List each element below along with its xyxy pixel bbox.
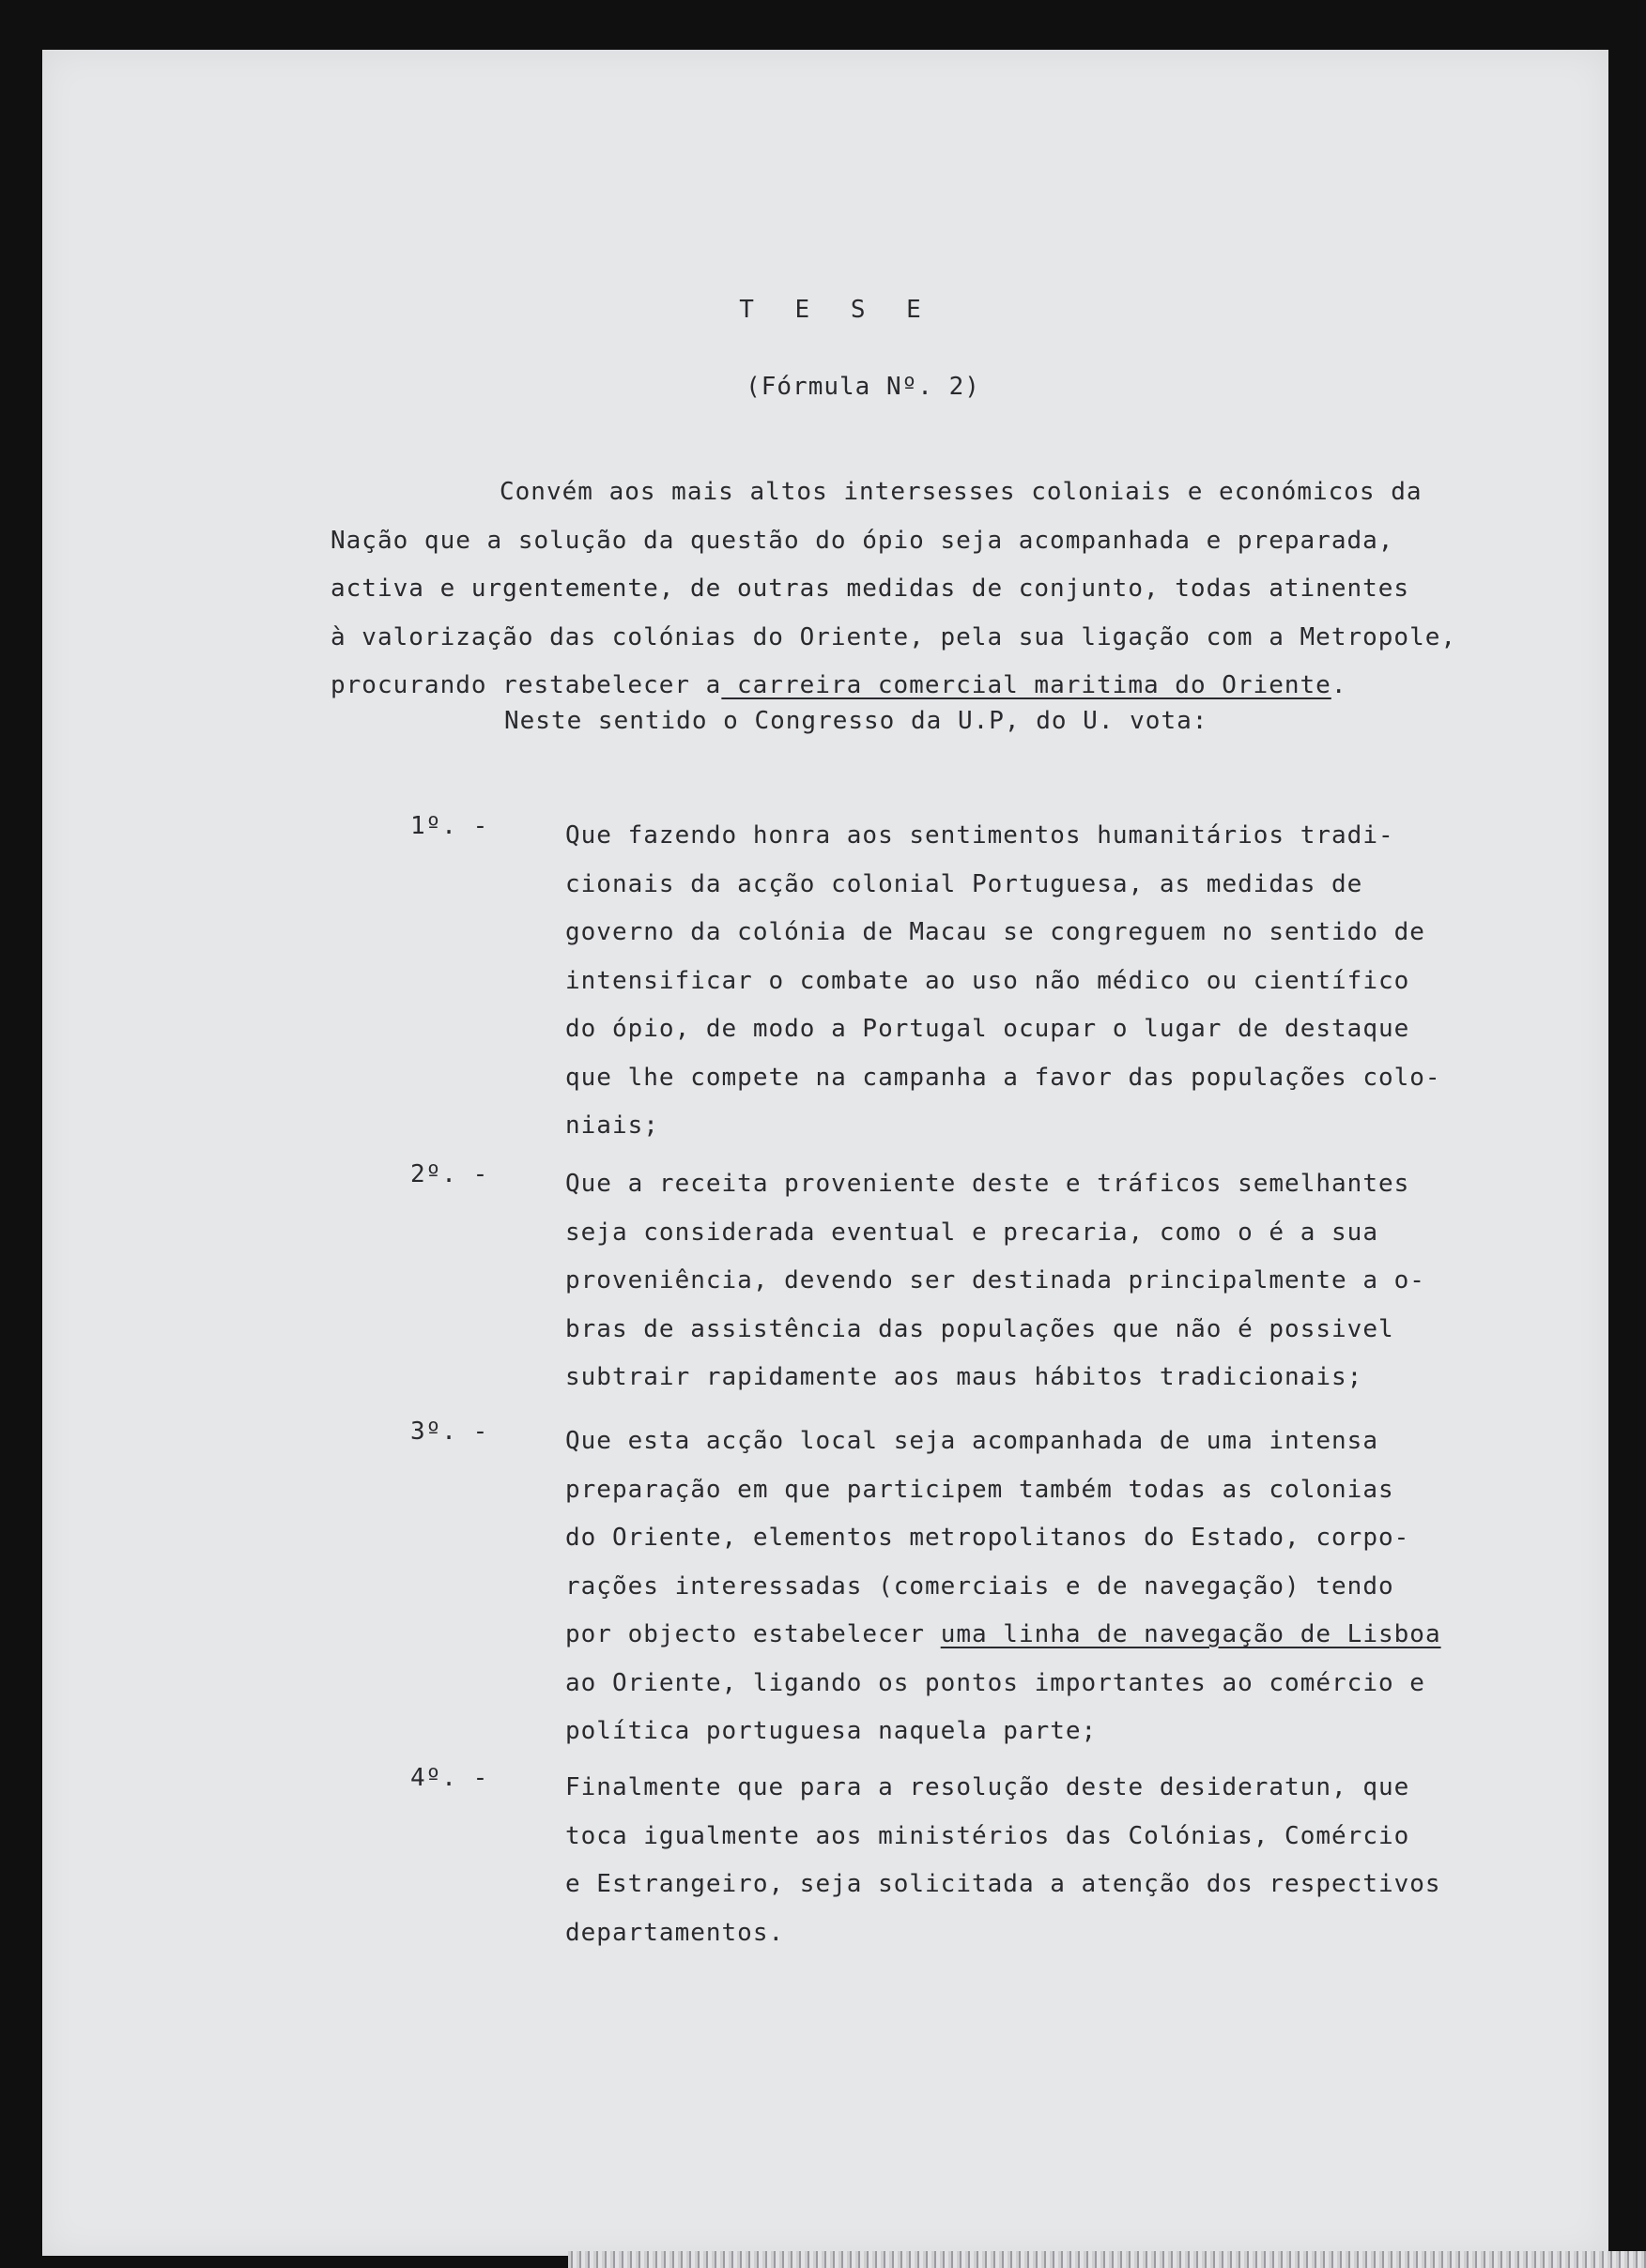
vote-line: Neste sentido o Congresso da U.P, do U. vota:: [504, 707, 1208, 735]
intro-line: activa e urgentemente, de outras medidas de conjunto, todas atinentes: [331, 575, 1410, 603]
item-line: niais;: [565, 1111, 659, 1140]
item-line: governo da colónia de Macau se congreguem no sentido de: [565, 918, 1425, 946]
item-line: e Estrangeiro, seja solicitada a atenção dos respectivos: [565, 1870, 1441, 1898]
intro-paragraph: [331, 468, 1551, 711]
intro-line: Nação que a solução da questão do ópio seja acompanhada e preparada,: [331, 526, 1394, 555]
document-title: T E S E: [739, 296, 934, 324]
document-page: [42, 50, 1608, 2256]
item-body: [565, 1418, 1570, 1756]
item-line-prefix: por objecto estabelecer: [565, 1620, 941, 1648]
item-line: Que a receita proveniente deste e tráficos semelhantes: [565, 1170, 1410, 1198]
item-line: política portuguesa naquela parte;: [565, 1717, 1098, 1745]
item-number: 1º. -: [410, 812, 489, 840]
item-line: Que esta acção local seja acompanhada de uma intensa: [565, 1427, 1378, 1455]
scanner-calibration-strip: [568, 2251, 1646, 2268]
item-line: bras de assistência das populações que não é possivel: [565, 1314, 1394, 1343]
item-line: ao Oriente, ligando os pontos importantes ao comércio e: [565, 1668, 1425, 1697]
intro-line: Convém aos mais altos intersesses coloniais e económicos da: [500, 478, 1423, 506]
item-line: do ópio, de modo a Portugal ocupar o lugar de destaque: [565, 1015, 1410, 1043]
item-line: Que fazendo honra aos sentimentos humanitários tradi-: [565, 821, 1394, 850]
item-line: cionais da acção colonial Portuguesa, as medidas de: [565, 869, 1363, 898]
item-line: rações interessadas (comerciais e de navegação) tendo: [565, 1571, 1394, 1601]
item-line: preparação em que participem também todas as colonias: [565, 1475, 1394, 1504]
item-line: seja considerada eventual e precaria, como o é a sua: [565, 1218, 1378, 1247]
item-number: 3º. -: [410, 1418, 489, 1446]
item-line: departamentos.: [565, 1918, 785, 1947]
document-subtitle: (Fórmula Nº. 2): [746, 373, 980, 401]
underlined-phrase: uma linha de navegação de Lisboa: [940, 1620, 1441, 1648]
item-number: 2º. -: [410, 1160, 489, 1188]
intro-line: [331, 662, 1551, 711]
item-line: Finalmente que para a resolução deste desideratun, que: [565, 1773, 1410, 1801]
underlined-phrase: carreira comercial maritima do Oriente: [721, 671, 1331, 699]
item-line: intensificar o combate ao uso não médico ou científico: [565, 966, 1410, 995]
item-number: 4º. -: [410, 1764, 489, 1792]
item-line: que lhe compete na campanha a favor das populações colo-: [565, 1063, 1441, 1092]
item-body: [565, 1160, 1570, 1402]
item-line: subtrair rapidamente aos maus hábitos tradicionais;: [565, 1363, 1363, 1391]
item-body: [565, 812, 1570, 1151]
intro-last-prefix: procurando restabelecer a: [331, 671, 722, 699]
item-line: toca igualmente aos ministérios das Colónias, Comércio: [565, 1821, 1410, 1850]
item-line: [565, 1611, 1570, 1660]
item-body: [565, 1764, 1570, 1957]
item-line: do Oriente, elementos metropolitanos do Estado, corpo-: [565, 1524, 1410, 1552]
intro-line: à valorização das colónias do Oriente, pela sua ligação com a Metropole,: [331, 622, 1457, 651]
intro-last-suffix: .: [1331, 671, 1347, 699]
item-line: proveniência, devendo ser destinada principalmente a o-: [565, 1266, 1425, 1295]
